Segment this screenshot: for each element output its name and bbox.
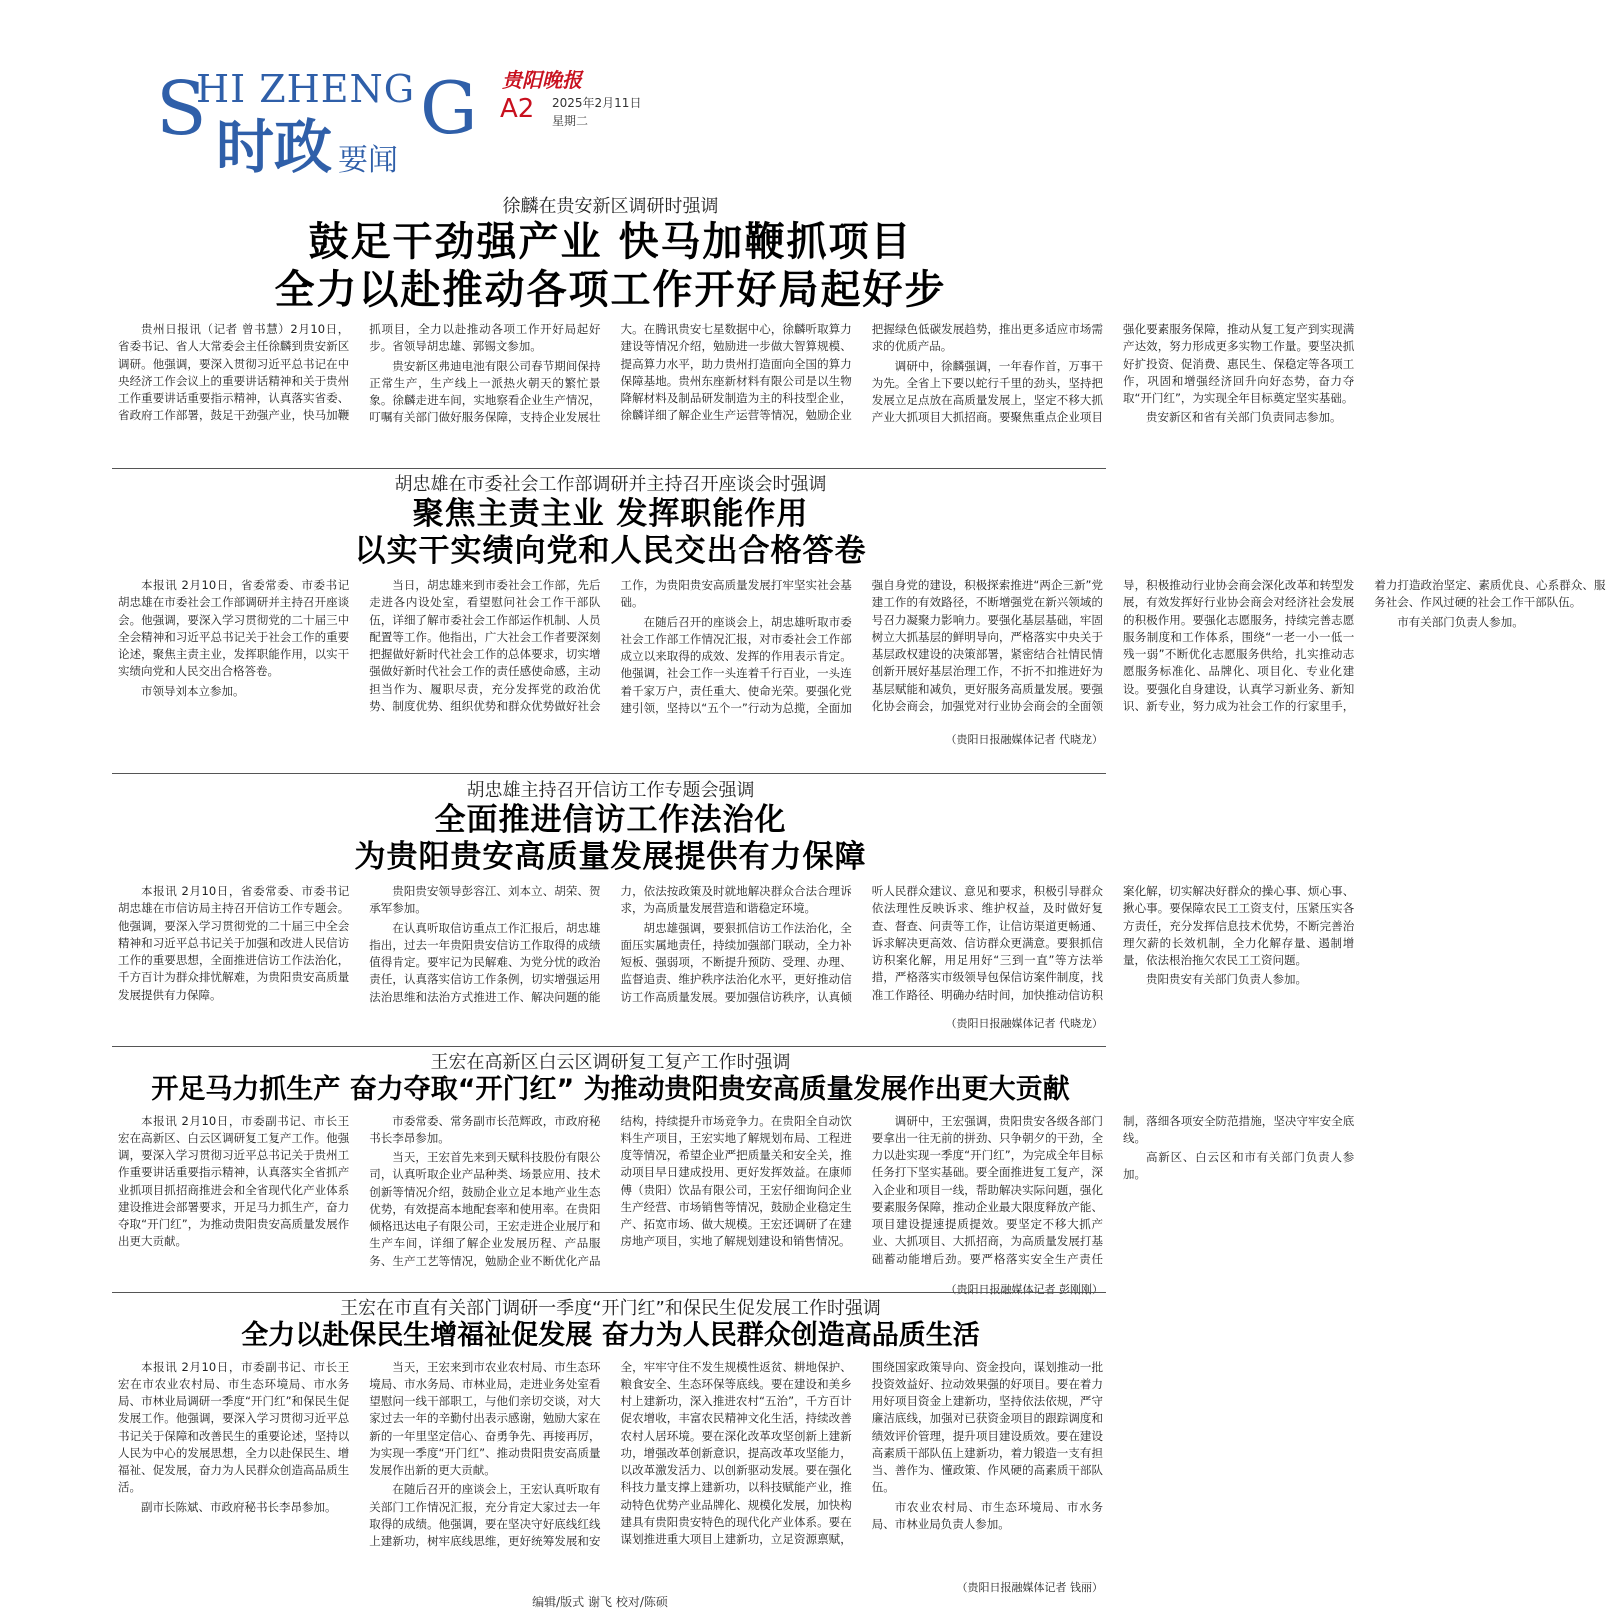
paragraph: 市农业农村局、市生态环境局、市水务局、市林业局负责人参加。: [871, 1499, 1103, 1531]
section-sub: 要闻: [338, 143, 398, 178]
article-headline: 开足马力抓生产 奋力夺取“开门红” 为推动贵阳贵安高质量发展作出更大贡献: [151, 1073, 1070, 1105]
masthead-letter-g: G: [420, 66, 478, 150]
article-headline-2: 全力以赴推动各项工作开好局起好步: [274, 267, 947, 314]
section-divider: [112, 773, 1106, 774]
paragraph: 当天，王宏首先来到天赋科技股份有限公司，认真听取企业产品种类、场景应用、技术创新等情况介绍，鼓励企业立足本地产业生态优势，有效提高本地配套率和使用率。在贵阳倾格迅达电子有限公司，王宏走进企业展厅和生产车间，详细了解企业发展历程、产品服务、生产工艺等情况，勉励企业不断优化产品结构，持续提升市场竞争力。在贵阳全自动饮料生产项目，王宏实地了解规划布局、工程进度等情况，希望企业严把质量关和安全关，推动项目早日建成投用、更好发挥效益。在康师傅（贵阳）饮品有限公司，王宏仔细询问企业生产经营、市场销售等情况，鼓励企业稳定生产、拓宽市场、做大规模。王宏还调研了在建房地产项目，实地了解规划建设和销售情况。: [369, 1113, 852, 1268]
byline: （贵阳日报融媒体记者 代晓龙）: [945, 733, 1103, 747]
article-kicker: 王宏在市直有关部门调研一季度“开门红”和保民生促发展工作时强调: [340, 1298, 881, 1319]
article-kicker: 徐麟在贵安新区调研时强调: [502, 196, 719, 217]
byline: （贵阳日报融媒体记者 钱丽）: [956, 1580, 1103, 1594]
issue-weekday: 星期二: [552, 114, 589, 128]
masthead-pinyin: HI ZHENG: [196, 67, 416, 111]
masthead: [0, 0, 1200, 200]
paragraph: 本报讯 2月10日，省委常委、市委书记胡忠雄在市信访局主持召开信访工作专题会。他强调，要深入学习贯彻党的二十届三中全会精神和习近平总书记关于加强和改进人民信访工作的重要思想，全面推进信访工作法治化，千方百计为群众排忧解难，为贵阳贵安高质量发展提供有力保障。: [118, 884, 350, 1002]
paragraph: 本报讯 2月10日，市委副书记、市长王宏在高新区、白云区调研复工复产工作。他强调，要深入学习贯彻习近平总书记关于贵州工作重要讲话重要指示精神，认真落实全省抓产业抓项目抓招商推进会和全省现代化产业体系建设推进会部署要求，开足马力抓生产，奋力夺取“开门红”，为推动贵阳贵安高质量发展作出更大贡献。: [118, 1113, 350, 1249]
article-headline-2: 为贵阳贵安高质量发展提供有力保障: [354, 839, 867, 876]
paragraph: 市有关部门负责人参加。: [1397, 614, 1524, 629]
section-divider: [112, 468, 1106, 469]
article-huzhongxiong-petition: [118, 780, 1355, 1038]
paragraph: 副市长陈斌、市政府秘书长李昂参加。: [141, 1499, 337, 1514]
paragraph: 市委常委、常务副市长范辉政，市政府秘书长李昂参加。: [369, 1113, 601, 1145]
byline: （贵阳日报融媒体记者 代晓龙）: [945, 1017, 1103, 1031]
paragraph: 本报讯 2月10日，省委常委、市委书记胡忠雄在市委社会工作部调研并主持召开座谈会。他强调，要深入学习贯彻党的二十届三中全会精神和习近平总书记关于社会工作的重要论述，聚焦主责主业，发挥职能作用，以实干实绩向党和人民交出合格答卷。: [118, 578, 350, 679]
paragraph: 市领导刘本立参加。: [141, 683, 245, 698]
paragraph: 调研中，王宏强调，贵阳贵安各级各部门要拿出一往无前的拼劲、只争朝夕的干劲，全力以赴实现一季度“开门红”，为完成全年目标任务打下坚实基础。要全面推进复工复产，深入企业和项目一线，帮助解决实际问题，强化要素服务保障，推动企业最大限度释放产能、项目建设提速提质提效。要坚定不移大抓产业、大抓项目、大抓招商，为高质量发展打基础蓄动能增后劲。要严格落实安全生产责任制，落细各项安全防范措施，坚决守牢安全底线。: [871, 1113, 1355, 1266]
paragraph: 在随后召开的座谈会上，胡忠雄听取市委社会工作部工作情况汇报，对市委社会工作部成立以来取得的成效、发挥的作用表示肯定。他强调，社会工作一头连着千行百业，一头连着千家万户，责任重大、使命光荣。要强化党建引领，坚持以“五个一”行动为总揽，全面加强自身党的建设，积极探索推进“两企三新”党建工作的有效路径，不断增强党在新兴领域的号召力凝聚力影响力。要强化基层基础，牢固树立大抓基层的鲜明导向，严格落实中央关于基层政权建设的决策部署，紧密结合社情民情创新开展好基层治理工作，不折不扣推进好为基层赋能和减负，更好服务高质量发展。要强化协会商会，加强党对行业协会商会的全面领导，积极推动行业协会商会深化改革和转型发展，有效发挥好行业协会商会对经济社会发展的积极作用。要强化志愿服务，持续完善志愿服务制度和工作体系，围绕“一老一小一低一残一弱”不断优化志愿服务供给，扎实推动志愿服务标准化、品牌化、项目化、专业化建设。要强化自身建设，认真学习新业务、新知识、新专业，努力成为社会工作的行家里手，着力打造政治坚定、素质优良、心系群众、服务社会、作风过硬的社会工作干部队伍。: [620, 578, 1606, 715]
paragraph: 贵阳贵安领导彭容江、刘本立、胡荣、贺承军参加。: [369, 884, 601, 916]
section-divider: [112, 1292, 1106, 1293]
paragraph: 调研中，徐麟强调，一年春作首，万事干为先。全省上下要以蛇行千里的劲头，坚持把发展立足点放在高质量发展上，坚定不移大抓产业大抓项目大抓招商。要聚焦重点企业项目强化要素服务保障，推动从复工复产到实现满产达效，努力形成更多实物工作量。要坚决抓好扩投资、促消费、惠民生、保稳定等各项工作，巩固和增强经济回升向好态势，奋力夺取“开门红”，为实现全年目标奠定坚实基础。: [871, 322, 1355, 425]
paragraph: 在随后召开的座谈会上，王宏认真听取有关部门工作情况汇报，充分肯定大家过去一年取得的成绩。他强调，要在坚决守好底线红线上建新功，树牢底线思维，更好统筹发展和安全，牢牢守住不发生规模性返贫、耕地保护、粮食安全、生态环保等底线。要在建设和美乡村上建新功，深入推进农村“五治”，千方百计促农增收，丰富农民精神文化生活，持续改善农村人居环境。要在深化改革攻坚创新上建新功，增强改革创新意识，提高改革攻坚能力，以改革激发活力、以创新驱动发展。要在强化科技力量支撑上建新功，以科技赋能产业，推动特色优势产业品牌化、规模化发展，加快构建具有贵阳贵安特色的现代化产业体系。要在谋划推进重大项目上建新功，立足资源禀赋，围绕国家政策导向、资金投向，谋划推动一批投资效益好、拉动效果强的好项目。要在着力用好项目资金上建新功，坚持依法依规，严守廉洁底线，加强对已获资金项目的跟踪调度和绩效评价管理，提升项目建设质效。要在建设高素质干部队伍上建新功，着力锻造一支有担当、善作为、懂政策、作风硬的高素质干部队伍。: [369, 1359, 1103, 1549]
article-headline: 聚焦主责主业 发挥职能作用: [412, 495, 809, 532]
article-headline: 鼓足干劲强产业 快马加鞭抓项目: [308, 218, 913, 265]
article-wanghong-production: [118, 1052, 1355, 1300]
article-body: [118, 883, 1355, 1013]
paragraph: 贵安新区弗迪电池有限公司春节期间保持正常生产，生产线上一派热火朝天的繁忙景象。徐麟走进车间，实地察看企业生产情况，叮嘱有关部门做好服务保障，支持企业发展壮大。在腾讯贵安七星数据中心，徐麟听取算力建设等情况介绍，勉励进一步做大智算规模、提高算力水平，助力贵州打造面向全国的算力保障基地。贵州东座新材料有限公司是以生物降解材料及制品研发制造为主的科技型企业，徐麟详细了解企业生产运营等情况，勉励企业把握绿色低碳发展趋势，推出更多适应市场需求的优质产品。: [369, 322, 1103, 425]
newspaper-logo: 贵阳晚报: [502, 68, 582, 92]
article-huzhongxiong-social: [118, 474, 1606, 764]
paragraph: 在认真听取信访重点工作汇报后，胡忠雄指出，过去一年贵阳贵安信访工作取得的成绩值得肯定。要牢记为民解难、为党分忧的政治责任，认真落实信访工作条例，切实增强运用法治思维和法治方式推进工作、解决问题的能力，依法按政策及时就地解决群众合法合理诉求，为高质量发展营造和谐稳定环境。: [369, 884, 852, 1004]
article-body: [118, 577, 1606, 729]
paragraph: 贵阳贵安有关部门负责人参加。: [1146, 972, 1307, 987]
paragraph: 高新区、白云区和市有关部门负责人参加。: [1123, 1150, 1355, 1182]
article-kicker: 王宏在高新区白云区调研复工复产工作时强调: [430, 1052, 791, 1073]
article-body: [118, 321, 1355, 439]
article-wanghong-livelihood: [118, 1298, 1103, 1594]
page-number: A2: [500, 94, 535, 124]
article-kicker: 胡忠雄主持召开信访工作专题会强调: [466, 780, 755, 801]
byline: （贵阳日报融媒体记者 彭刚刚）: [945, 1282, 1103, 1296]
article-body: [118, 1113, 1355, 1279]
paragraph: 贵安新区和省有关部门负责同志参加。: [1146, 410, 1342, 425]
article-headline: 全面推进信访工作法治化: [434, 801, 787, 838]
paragraph: 贵州日报讯（记者 曾书慧）2月10日，省委书记、省人大常委会主任徐麟到贵安新区调研。他强调，要深入贯彻习近平总书记在中央经济工作会议上的重要讲话精神和关于贵州工作重要讲话重要指示精神，认真落实省委、省政府工作部署，鼓足干劲强产业，快马加鞭抓项目，全力以赴推动各项工作开好局起好步。省领导胡忠雄、郭锡文参加。: [118, 322, 601, 423]
masthead-letter-s: S: [156, 66, 207, 152]
section-divider: [112, 1046, 1106, 1047]
paragraph: 本报讯 2月10日，市委副书记、市长王宏在市农业农村局、市生态环境局、市水务局、市林业局调研一季度“开门红”和保民生促发展工作。他强调，要深入学习贯彻习近平总书记关于保障和改善民生的重要论述，坚持以人民为中心的发展思想，全力以赴保民生、增福祉、促发展，奋力为人民群众创造高品质生活。: [118, 1359, 350, 1495]
paragraph: 当日，胡忠雄来到市委社会工作部，先后走进各内设处室，看望慰问社会工作干部队伍，详细了解市委社会工作部运作机制、人员配置等工作。他指出，广大社会工作者要深刻把握做好新时代社会工作的总体要求，切实增强做好新时代社会工作的责任感使命感，主动担当作为、履职尽责，充分发挥党的政治优势、制度优势、组织优势和群众优势做好社会工作，为贵阳贵安高质量发展打牢坚实社会基础。: [369, 578, 852, 713]
article-headline-2: 以实干实绩向党和人民交出合格答卷: [354, 533, 867, 570]
article-kicker: 胡忠雄在市委社会工作部调研并主持召开座谈会时强调: [394, 474, 827, 495]
issue-date: 2025年2月11日: [552, 96, 642, 110]
paragraph: 当天，王宏来到市农业农村局、市生态环境局、市水务局、市林业局，走进业务处室看望慰问一线干部职工，与他们亲切交谈，对大家过去一年的辛勤付出表示感谢，勉励大家在新的一年里坚定信心、奋勇争先、再接再厉，为实现一季度“开门红”、推动贵阳贵安高质量发展作出新的更大贡献。: [369, 1359, 601, 1478]
article-headline: 全力以赴保民生增福祉促发展 奋力为人民群众创造高品质生活: [241, 1319, 980, 1351]
section-name: 时政: [216, 113, 333, 181]
article-xulin: [118, 196, 1355, 458]
article-body: [118, 1359, 1103, 1577]
editor-credits: 编辑/版式 谢飞 校对/陈硕: [532, 1595, 668, 1609]
paragraph: 胡忠雄强调，要狠抓信访工作法治化，全面压实属地责任，持续加强部门联动，全力补短板、强弱项，不断提升预防、受理、办理、监督追责、维护秩序法治化水平，更好推动信访工作高质量发展。要加强信访秩序，认真倾听人民群众建议、意见和要求，积极引导群众依法理性反映诉求、维护权益，及时做好复查、督查、问责等工作，让信访渠道更畅通、诉求解决更高效、信访群众更满意。要狠抓信访积案化解，用足用好“三到一直”等方法举措，严格落实市级领导包保信访案件制度，找准工作路径、明确办结时间，加快推动信访积案化解，切实解决好群众的操心事、烦心事、揪心事。要保障农民工工资支付，压紧压实各方责任，充分发挥信息技术优势，不断完善治理欠薪的长效机制，全力化解存量、遏制增量，依法根治拖欠农民工工资问题。: [620, 884, 1355, 1004]
